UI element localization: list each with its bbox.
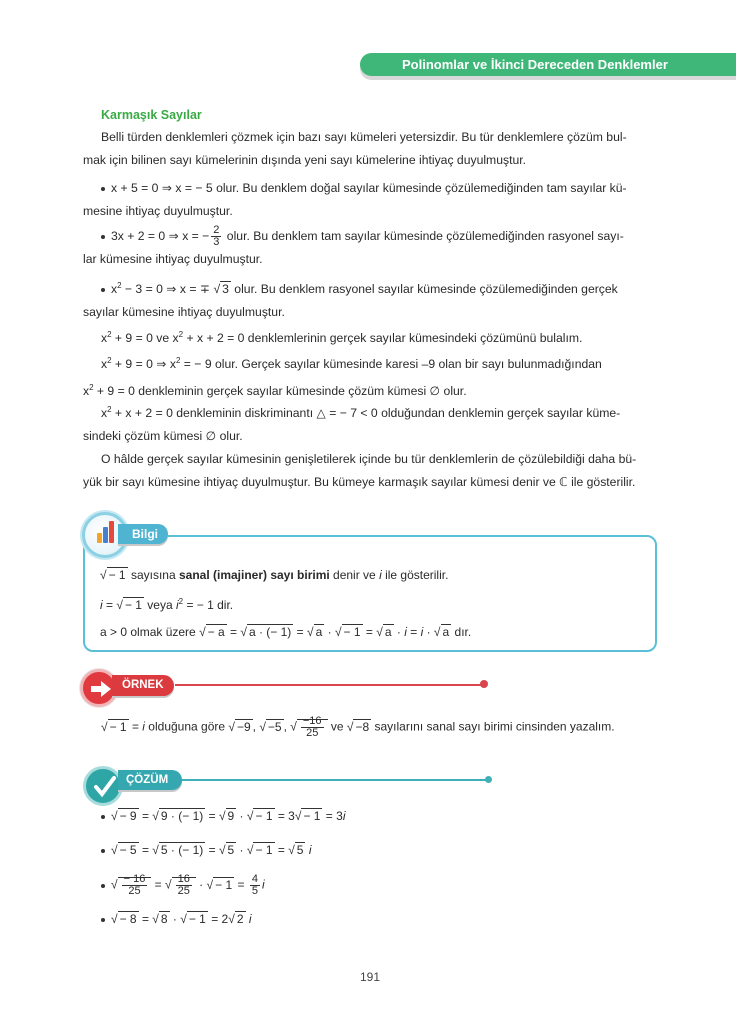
page-number: 191 bbox=[360, 970, 381, 984]
info-label: Bilgi bbox=[118, 524, 168, 544]
checkmark-icon bbox=[83, 766, 123, 806]
solution-label: ÇÖZÜM bbox=[118, 770, 182, 790]
info-line-3: a > 0 olmak üzere √ − a = √ a · (− 1) = √ a · √ − 1 = √ a · i = i · √ a dır. bbox=[100, 625, 472, 639]
bullet-integer: 3x + 2 = 0 ⇒ x = − $\frac{2}{3}$ olur. Bu denklem tam sayılar kümesinde çözülemediğinden rasyonel sayı- lar kümesine ihtiyaç duyulmuştur. bbox=[83, 224, 624, 267]
solution-divider-dot bbox=[485, 776, 492, 783]
info-line-2: i = √ − 1 veya $i^2$ = − 1 dir. bbox=[100, 597, 234, 612]
solution-line-4: √ − 8 = √ 8 · √ − 1 = 2√ 2 i bbox=[101, 912, 252, 926]
paragraph-x2-plus-9: $x^2 + 9 = 0$ ⇒ $x^2$ = − 9 olur. Gerçek sayılar kümesinde karesi –9 olan bir sayı bulunmadığından $x^2 + 9 = 0$ denkleminin gerçek sayılar kümesinde çözüm kümesi ∅ olur. bbox=[83, 356, 602, 398]
bullet-rational: $x^2 - 3 = 0$ ⇒ x = ∓ √ 3 olur. Bu denklem rasyonel sayılar kümesinde çözülemediğinden gerçek sayılar kümesine ihtiyaç duyulmuştur. bbox=[83, 281, 618, 319]
bullet-icon bbox=[101, 187, 105, 191]
chapter-banner bbox=[360, 53, 736, 76]
intro-paragraph: Belli türden denklemleri çözmek için bazı sayı kümeleri yetersizdir. Bu tür denklemlere çözüm bul- mak için bilinen sayı kümelerinin dışında yeni sayı kümelerine ihtiyaç duyulmuştur. bbox=[83, 130, 627, 167]
solution-divider bbox=[182, 779, 488, 781]
paragraph-complex-set: O hâlde gerçek sayılar kümesinin genişletilerek içinde bu tür denklemlerin de çözülebildiği daha bü- yük bir sayı kümesine ihtiyaç duyulmuştur. Bu kümeye karmaşık sayılar kümesi denir ve ℂ ile gösterilir. bbox=[83, 452, 637, 489]
solution-line-2: √ − 5 = √ 5 · (− 1) = √ 5 · √ − 1 = √ 5 i bbox=[101, 843, 311, 857]
fraction: $\frac{2}{3}$ bbox=[213, 224, 220, 249]
example-divider bbox=[175, 684, 483, 686]
example-label: ÖRNEK bbox=[112, 675, 174, 696]
solution-line-1: √ − 9 = √ 9 · (− 1) = √ 9 · √ − 1 = 3√ − 1 = 3i bbox=[101, 809, 346, 823]
bullet-natural: x + 5 = 0 ⇒ x = − 5 olur. Bu denklem doğal sayılar kümesinde çözülemediğinden tam sayılar kü- mesine ihtiyaç duyulmuştur. bbox=[83, 181, 627, 218]
example-text: √ − 1 = i olduğuna göre √ −9 , √ −5 , √ $\frac{-16}{25}$ ve √ −8 sayılarını sanal sayı birimi cinsinden yazalım. bbox=[101, 715, 615, 739]
section-title: Karmaşık Sayılar bbox=[101, 108, 202, 122]
paragraph-equations: $x^2 + 9 = 0$ ve $x^2 + x + 2 = 0$ denklemlerinin gerçek sayılar kümesindeki çözümünü bulalım. bbox=[101, 330, 583, 345]
example-divider-dot bbox=[480, 680, 488, 688]
bullet-icon bbox=[101, 288, 105, 292]
chapter-title: Polinomlar ve İkinci Dereceden Denklemler bbox=[402, 57, 668, 72]
paragraph-discriminant: $x^2 + x + 2 = 0$ denkleminin diskriminantı △ = − 7 < 0 olduğundan denklemin gerçek sayılar küme- sindeki çözüm kümesi ∅ olur. bbox=[83, 405, 621, 443]
solution-line-3: √ $\frac{- 16}{25}$ = √ $\frac{16}{25}$ · √ − 1 = $\frac{4}{5}$ i bbox=[101, 874, 265, 897]
bullet-icon bbox=[101, 235, 105, 239]
info-line-1: √ − 1 sayısına sanal (imajiner) sayı birimi denir ve i ile gösterilir. bbox=[100, 568, 449, 582]
